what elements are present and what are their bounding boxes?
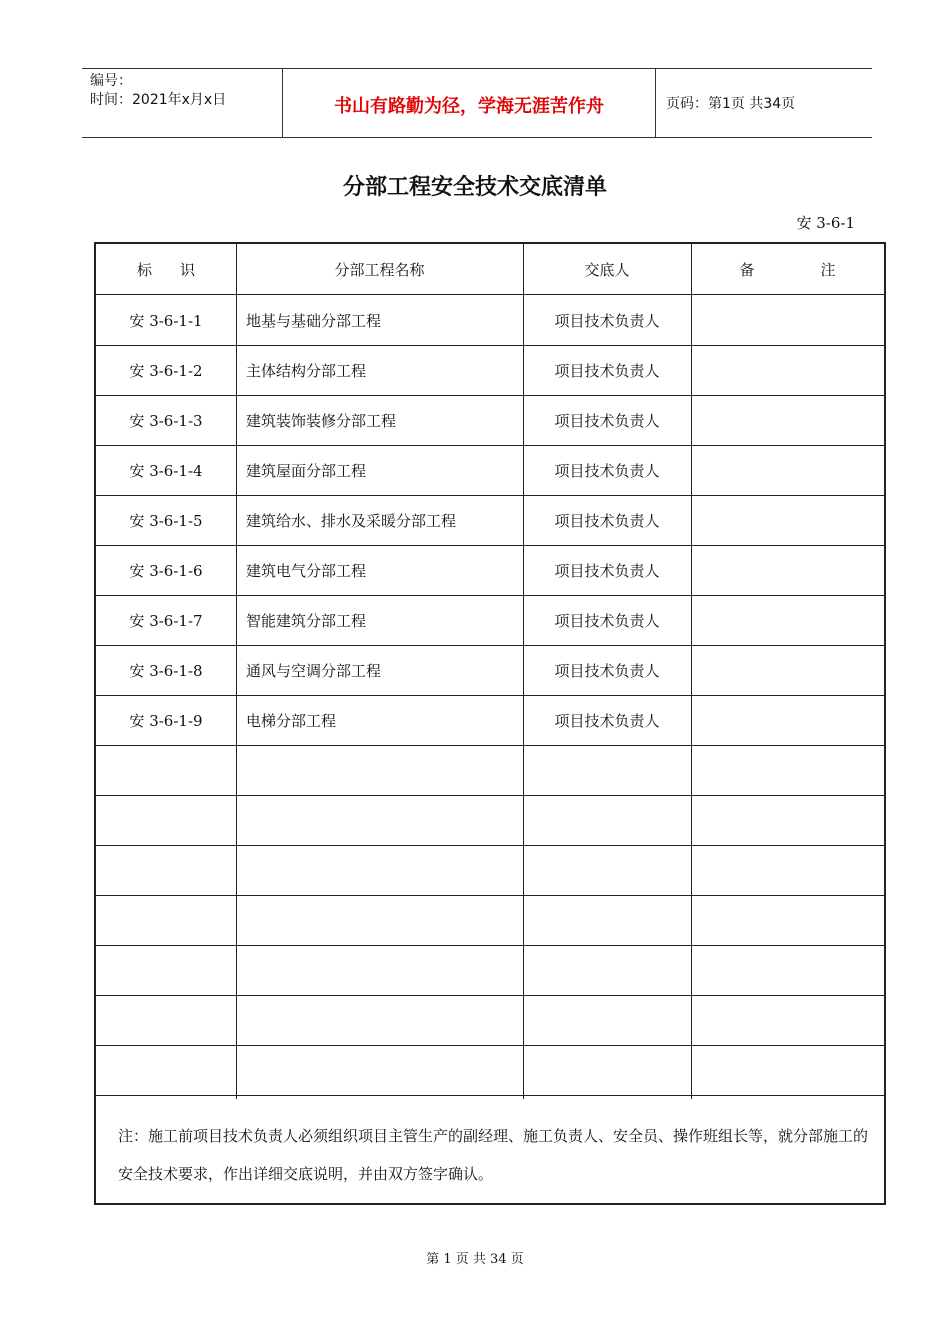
row-name (236, 945, 523, 995)
row-id (96, 795, 236, 845)
row-person: 项目技术负责人 (554, 461, 660, 480)
row-person (523, 845, 691, 895)
row-remark (691, 845, 884, 895)
row-person: 项目技术负责人 (554, 661, 660, 680)
document-header (82, 68, 872, 138)
row-person (523, 945, 691, 995)
table-row (96, 695, 884, 746)
row-remark (691, 895, 884, 945)
row-person: 项目技术负责人 (554, 361, 660, 380)
table-row (96, 1045, 884, 1096)
table-row (96, 295, 884, 346)
row-person (523, 995, 691, 1045)
row-id (96, 945, 236, 995)
row-remark (691, 595, 884, 645)
table-note: 注：施工前项目技术负责人必须组织项目主管生产的副经理、施工负责人、安全员、操作班组长等，就分部施工的安全技术要求，作出详细交底说明，并由双方签字确认。 (118, 1127, 869, 1183)
row-remark (691, 695, 884, 745)
column-header-name: 分部工程名称 (334, 260, 425, 279)
row-id: 安 3-6-1-9 (129, 711, 203, 730)
row-id: 安 3-6-1-7 (129, 611, 203, 630)
row-person (523, 1045, 691, 1095)
row-name (236, 995, 523, 1045)
row-name (236, 845, 523, 895)
row-name: 地基与基础分部工程 (246, 311, 382, 330)
row-name (236, 795, 523, 845)
table-row (96, 745, 884, 796)
table-row (96, 945, 884, 996)
header-motto: 书山有路勤为径，学海无涯苦作舟 (283, 69, 656, 137)
row-name: 主体结构分部工程 (246, 361, 367, 380)
row-person: 项目技术负责人 (554, 311, 660, 330)
form-code: 安 3-6-1 (796, 214, 855, 232)
row-person (523, 895, 691, 945)
column-header-remark: 备注 (739, 260, 902, 279)
page-footer: 第 1 页 共 34 页 (426, 1252, 524, 1267)
table-row (96, 445, 884, 496)
row-person (523, 745, 691, 795)
row-name: 建筑给水、排水及采暖分部工程 (246, 511, 457, 530)
row-remark (691, 1045, 884, 1095)
row-remark (691, 645, 884, 695)
row-id (96, 895, 236, 945)
row-name (236, 895, 523, 945)
row-id (96, 745, 236, 795)
row-name: 建筑电气分部工程 (246, 561, 367, 580)
row-person (523, 795, 691, 845)
number-label: 编号： (90, 73, 132, 89)
table-row (96, 345, 884, 396)
row-id: 安 3-6-1-6 (129, 561, 203, 580)
table-row (96, 495, 884, 546)
row-name: 建筑装饰装修分部工程 (246, 411, 397, 430)
row-id: 安 3-6-1-8 (129, 661, 203, 680)
table-row (96, 795, 884, 846)
column-header-person: 交底人 (584, 260, 630, 279)
page-title: 分部工程安全技术交底清单 (342, 175, 607, 200)
row-remark (691, 445, 884, 495)
row-name: 智能建筑分部工程 (246, 611, 367, 630)
row-name (236, 1045, 523, 1095)
row-person: 项目技术负责人 (554, 711, 660, 730)
row-name (236, 745, 523, 795)
table-row (96, 895, 884, 946)
row-remark (691, 495, 884, 545)
row-id: 安 3-6-1-3 (129, 411, 203, 430)
row-remark (691, 995, 884, 1045)
row-name: 电梯分部工程 (246, 711, 337, 730)
row-name: 通风与空调分部工程 (246, 661, 382, 680)
row-remark (691, 745, 884, 795)
table-row (96, 995, 884, 1046)
column-divider (523, 244, 524, 1099)
time-label: 时间：2021年x月x日 (90, 92, 227, 108)
row-remark (691, 345, 884, 395)
row-remark (691, 545, 884, 595)
table-row (96, 395, 884, 446)
header-page-info: 页码：第1页 共34页 (666, 96, 796, 112)
row-id (96, 845, 236, 895)
table-row (96, 645, 884, 696)
row-remark (691, 395, 884, 445)
row-id (96, 1045, 236, 1095)
handover-table (94, 242, 902, 1205)
row-id: 安 3-6-1-1 (129, 311, 203, 330)
row-person: 项目技术负责人 (554, 511, 660, 530)
column-header-id: 标识 (136, 260, 223, 279)
table-header-row (96, 244, 902, 295)
column-divider (691, 244, 692, 1099)
table-row (96, 845, 884, 896)
row-person: 项目技术负责人 (554, 611, 660, 630)
row-remark (691, 295, 884, 345)
row-person: 项目技术负责人 (554, 561, 660, 580)
table-row (96, 545, 884, 596)
row-id: 安 3-6-1-4 (129, 461, 203, 480)
row-name: 建筑屋面分部工程 (246, 461, 367, 480)
row-id (96, 995, 236, 1045)
row-remark (691, 795, 884, 845)
row-remark (691, 945, 884, 995)
row-person: 项目技术负责人 (554, 411, 660, 430)
table-row (96, 595, 884, 646)
column-divider (236, 244, 237, 1099)
row-id: 安 3-6-1-2 (129, 361, 203, 380)
header-meta (82, 69, 283, 137)
row-id: 安 3-6-1-5 (129, 511, 203, 530)
